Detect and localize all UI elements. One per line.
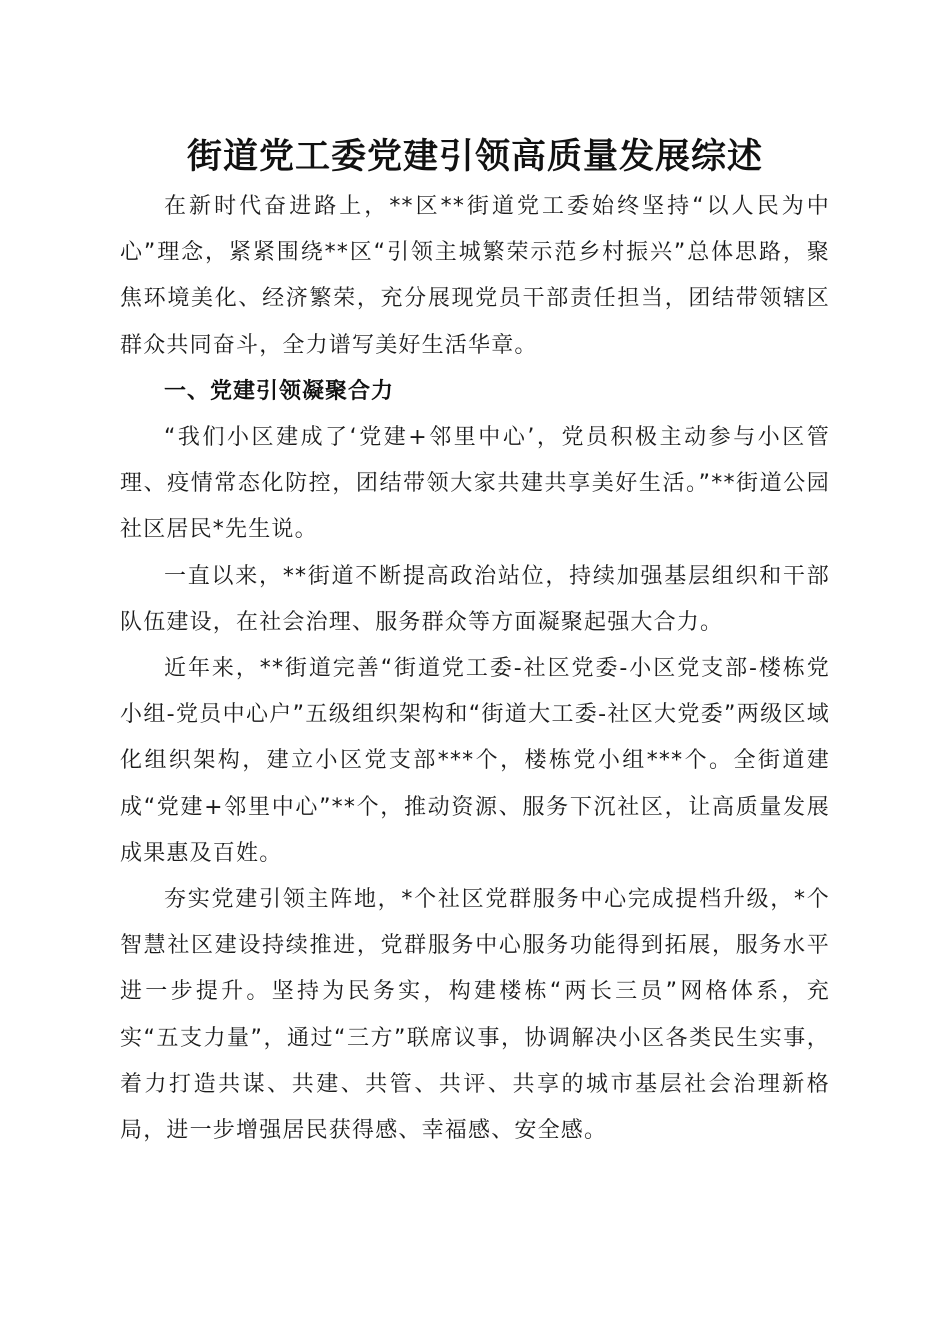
body-paragraph: 一直以来，**街道不断提高政治站位，持续加强基层组织和干部队伍建设，在社会治理、服务群众等方面凝聚起强大合力。	[120, 563, 830, 635]
document-title: 街道党工委党建引领高质量发展综述	[186, 136, 763, 177]
body-paragraph: 夯实党建引领主阵地，*个社区党群服务中心完成提档升级，*个智慧社区建设持续推进，党群服务中心服务功能得到拓展，服务水平进一步提升。坚持为民务实，构建楼栋“两长三员”网格体系，充实“五支力量”，通过“三方”联席议事，协调解决小区各类民生实事，着力打造共谋、共建、共管、共评、共享的城市基层社会治理新格局，进一步增强居民获得感、幸福感、安全感。	[120, 887, 830, 1144]
body-paragraph: 近年来，**街道完善“街道党工委-社区党委-小区党支部-楼栋党小组-党员中心户”五级组织架构和“街道大工委-社区大党委”两级区域化组织架构，建立小区党支部***个，楼栋党小组***个。全街道建成“党建+邻里中心”**个，推动资源、服务下沉社区，让高质量发展成果惠及百姓。	[120, 656, 830, 866]
document-body	[120, 184, 830, 1154]
section-heading: 一、党建引领凝聚合力	[164, 378, 395, 404]
intro-paragraph: 在新时代奋进路上，**区**街道党工委始终坚持“以人民为中心”理念，紧紧围绕**区“引领主城繁荣示范乡村振兴”总体思路，聚焦环境美化、经济繁荣，充分展现党员干部责任担当，团结带领辖区群众共同奋斗，全力谱写美好生活华章。	[120, 194, 830, 358]
body-paragraph: “我们小区建成了‘党建+邻里中心’，党员积极主动参与小区管理、疫情常态化防控，团结带领大家共建共享美好生活。”**街道公园社区居民*先生说。	[120, 425, 830, 543]
